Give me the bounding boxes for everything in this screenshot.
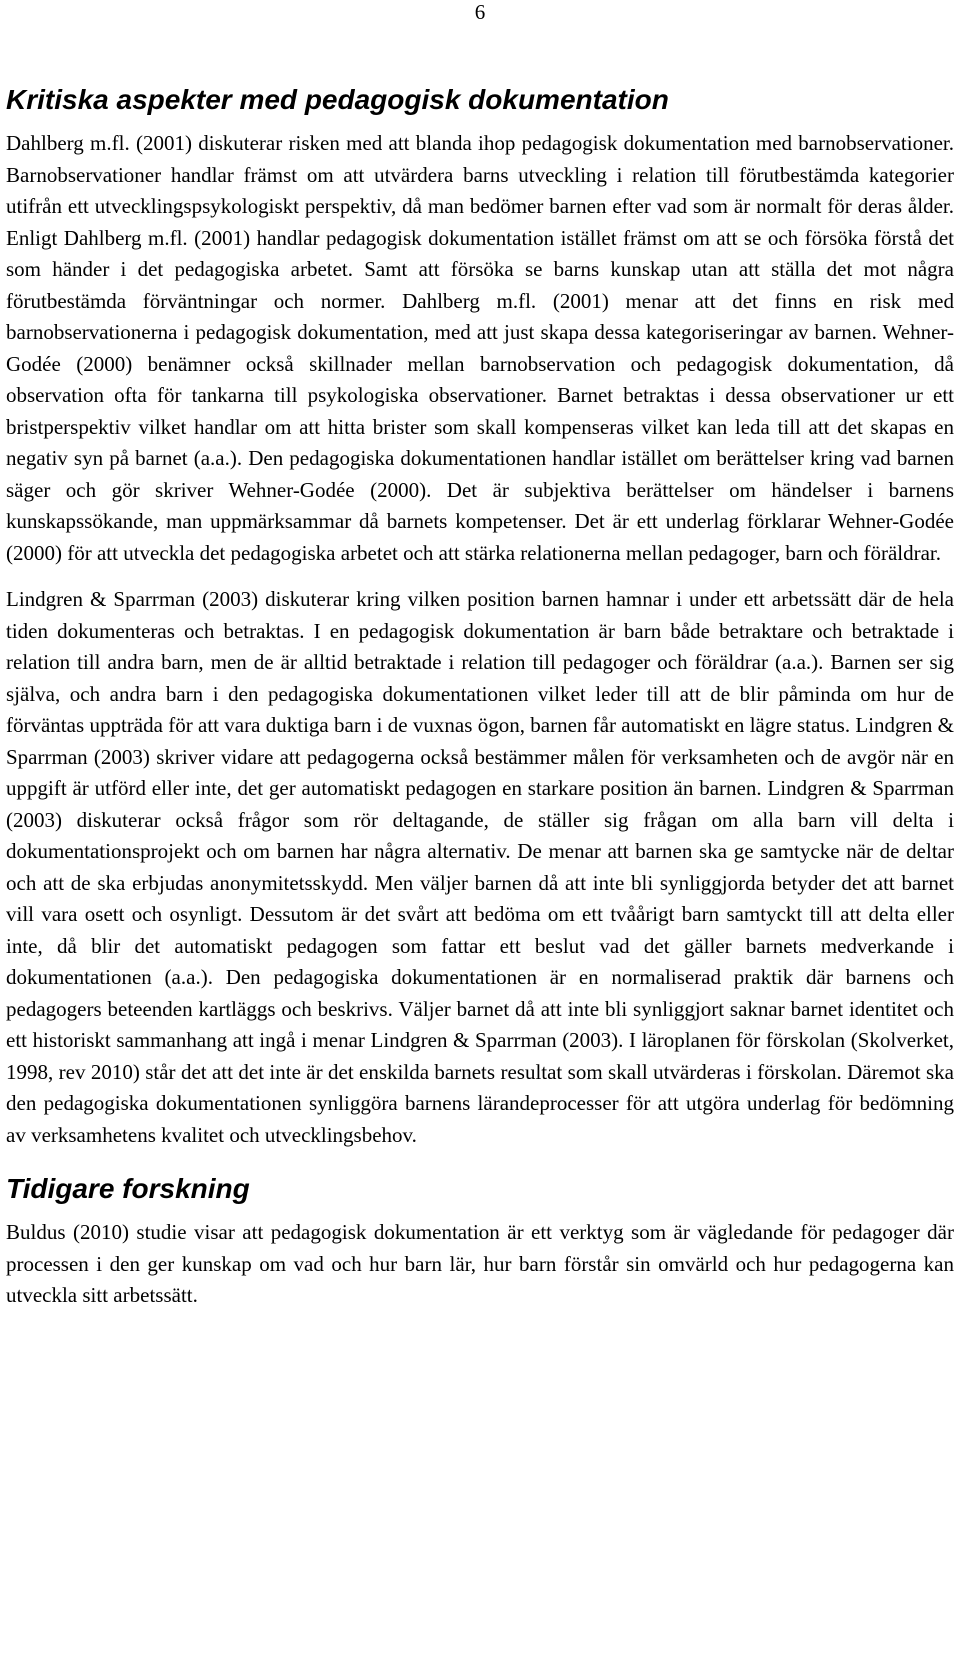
paragraph: Lindgren & Sparrman (2003) diskuterar kring vilken position barnen hamnar i under ett arbetssätt där de hela tiden dokumenteras och betraktas. I en pedagogisk dokumentation är barn både betraktare och betraktade i relation till andra barn, men de är alltid betraktade i relation till pedagoger och föräldrar (a.a.). Barnen ser sig själva, och andra barn i den pedagogiska dokumentationen vilket leder till att de blir påminda om hur de förväntas uppträda för att vara duktiga barn i de vuxnas ögon, barnen får automatiskt en lägre status. Lindgren & Sparrman (2003) skriver vidare att pedagogerna också bestämmer målen för verksamheten och de avgör när en uppgift är utförd eller inte, det ger automatiskt pedagogen en starkare position än barnen. Lindgren & Sparrman (2003) diskuterar också frågor som rör deltagande, de ställer sig frågan om alla barn vill delta i dokumentationsprojekt och om barnen har några alternativ. De menar att barnen ska ge samtycke när de deltar och att de ska erbjudas anonymitetsskydd. Men väljer barnen då att inte bli synliggjorda betyder det att barnet vill vara osett och osynligt. Dessutom är det svårt att bedöma om ett tvåårigt barn samtyckt till att delta eller inte, då blir det automatiskt pedagogen som fattar ett beslut vad det gäller barnets medverkande i dokumentationen (a.a.). Den pedagogiska dokumentationen är en normaliserad praktik där barnens och pedagogers beteenden kartläggs och beskrivs. Väljer barnet då att inte bli synliggjort saknar barnet identitet och ett historiskt sammanhang att ingå i menar Lindgren & Sparrman (2003). I läroplanen för förskolan (Skolverket, 1998, rev 2010) står det att det inte är det enskilda barnets resultat som skall utvärderas i förskolan. Däremot ska den pedagogiska dokumentationen synliggöra barnens lärandeprocesser för att utgöra underlag för bedömning av verksamhetens kvalitet och utvecklingsbehov. [6,587,954,1147]
paragraph: Buldus (2010) studie visar att pedagogisk dokumentation är ett verktyg som är vägledande för pedagoger där processen i den ger kunskap om vad och hur barn lär, hur barn förstår sin omvärld och hur pedagogerna kan utveckla sitt arbetssätt. [6,1220,954,1307]
paragraph: Dahlberg m.fl. (2001) diskuterar risken med att blanda ihop pedagogisk dokumentation med barnobservationer. Barnobservationer handlar främst om att utvärdera barns utveckling i relation till förutbestämda kategorier utifrån ett utvecklingspsykologiskt perspektiv, då man bedömer barnen efter vad som är normalt för deras ålder. Enligt Dahlberg m.fl. (2001) handlar pedagogisk dokumentation istället främst om att se och försöka förstå det som händer i det pedagogiska arbetet. Samt att försöka se barns kunskap utan att ställa det mot några förutbestämda förväntningar och normer. Dahlberg m.fl. (2001) menar att det finns en risk med barnobservationerna i pedagogisk dokumentation, med att just skapa dessa kategoriseringar av barnen. Wehner-Godée (2000) benämner också skillnader mellan barnobservation och pedagogisk dokumentation, då observation ofta för tankarna till psykologiska observationer. Barnet betraktas i dessa observationer ur ett bristperspektiv vilket handlar om att hitta brister som skall kompenseras vilket kan leda till att det skapas en negativ syn på barnet (a.a.). Den pedagogiska dokumentationen handlar istället om berättelser kring vad barnen säger och gör skriver Wehner-Godée (2000). Det är subjektiva berättelser om händelser i barnens kunskapssökande, man uppmärksammar då barnets kompetenser. Det är ett underlag förklarar Wehner-Godée (2000) för att utveckla det pedagogiska arbetet och att stärka relationerna mellan pedagoger, barn och föräldrar. [6,131,954,565]
section-heading-kritiska-aspekter: Kritiska aspekter med pedagogisk dokumentation [6,84,669,115]
section-heading-tidigare-forskning: Tidigare forskning [6,1173,250,1204]
document-body [6,82,954,1312]
page-number: 6 [474,0,486,24]
